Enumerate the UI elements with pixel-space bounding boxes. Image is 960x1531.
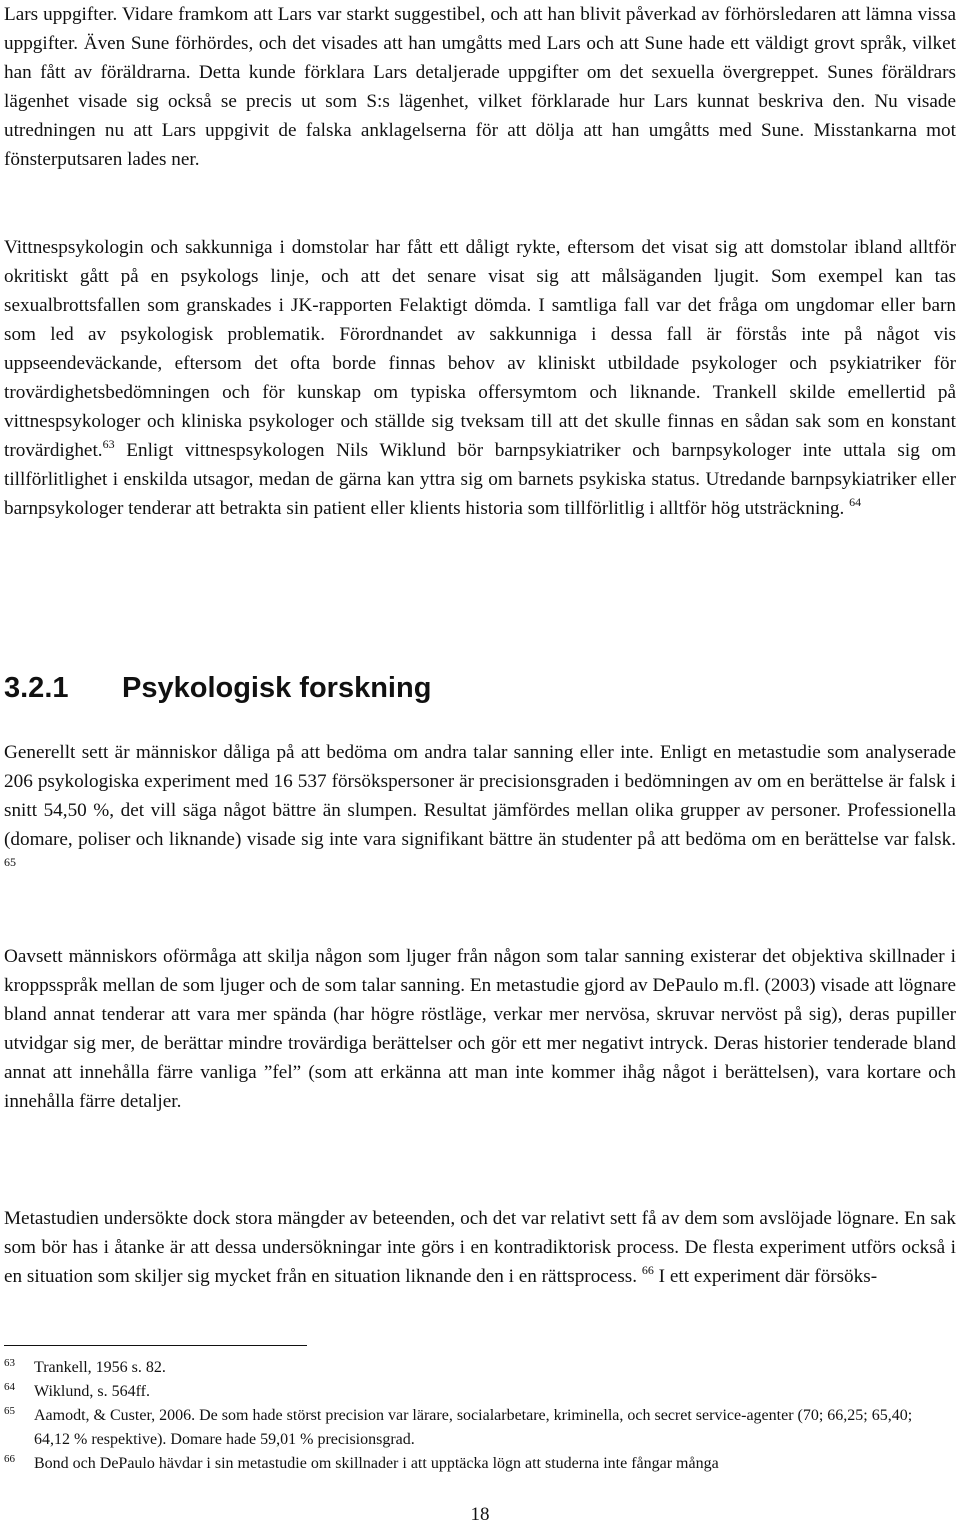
section-heading xyxy=(4,666,956,710)
footnotes xyxy=(4,1356,950,1476)
paragraph-text: Metastudien undersökte dock stora mängder av beteenden, och det var relativt sett få av dem som avslöjade lögnare. En sak som bör has i åtanke är att dessa undersökningar inte görs i en kontradiktorisk process. De flesta experiment utförs också i en situation som skiljer sig mycket från en situation liknande den i en rättsprocess. xyxy=(4,1208,956,1287)
section-number: 3.2.1 xyxy=(4,672,69,704)
intro-text: Lars uppgifter. Vidare framkom att Lars var starkt suggestibel, och att han blivit påverkad av förhörsledaren att lämna vissa uppgifter. Även Sune förhördes, och det visades att han umgåtts med Lars och att Sune hade ett väldigt grovt språk, vilket han fått av föräldrarna. Detta kunde förklara Lars detaljerade uppgifter om det sexuella övergreppet. Sunes föräldrars lägenhet visade sig också se precis ut som S:s lägenhet, vilket förklarade hur Lars kunnat beskriva den. Nu visade utredningen nu att Lars uppgivit de falska anklagelserna för att dölja att han umgåtts med Sune. Misstankarna mot fönsterputsaren lades ner. xyxy=(4,4,956,170)
paragraph-text: Generellt sett är människor dåliga på att bedöma om andra talar sanning eller inte. Enligt en metastudie som analyserade 206 psykologiska experiment med 16 537 försökspersoner är precisionsgraden i bedömningen av om en berättelse är falsk i snitt 54,50 %, det vill säga något bättre än slumpen. Resultat jämfördes mellan olika grupper av personer. Professionella (domare, poliser och liknande) visade sig inte vara signifikant bättre än studenter på att bedöma om en berättelse var falsk. xyxy=(4,742,956,850)
paragraph-text: Enligt vittnespsykologen Nils Wiklund bör barnpsykiatriker och barnpsykologer inte uttala sig om tillförlitlighet i enskilda utsagor, medan de gärna kan yttra sig om barnets psykiska status. Utredande barnpsykiatriker eller barnpsykologer tenderar att betrakta sin patient eller klients historia som tillförlitlig i alltför hög utsträckning. xyxy=(4,440,956,519)
paragraph-metastudien xyxy=(4,1204,956,1291)
intro-paragraph xyxy=(4,0,956,174)
footnote-ref-65[interactable]: 65 xyxy=(4,855,16,869)
paragraph-vittnespsykologi xyxy=(4,233,956,523)
footnote-number: 65 xyxy=(4,1405,15,1417)
footnote-text: Wiklund, s. 564ff. xyxy=(34,1383,150,1400)
footnote-ref-63[interactable]: 63 xyxy=(102,437,115,451)
paragraph-oavsett xyxy=(4,942,956,1116)
footnote-number: 63 xyxy=(4,1357,15,1369)
page-number: 18 xyxy=(470,1504,490,1525)
footnote-ref-66[interactable]: 66 xyxy=(641,1263,654,1277)
paragraph-text: I ett experiment där försöks- xyxy=(653,1266,878,1287)
footnote-66 xyxy=(4,1452,950,1476)
footnote-text: Bond och DePaulo hävdar i sin metastudie om skillnader i att upptäcka lögn att studerna inte fångar många xyxy=(34,1455,719,1472)
footnote-63 xyxy=(4,1356,950,1380)
section-title: Psykologisk forskning xyxy=(122,672,432,704)
footnote-number: 66 xyxy=(4,1453,15,1465)
footnote-text: Trankell, 1956 s. 82. xyxy=(34,1359,166,1376)
footnote-divider xyxy=(4,1345,307,1346)
paragraph-text: Vittnespsykologin och sakkunniga i domstolar har fått ett dåligt rykte, eftersom det visat sig att domstolar ibland alltför okritiskt gått på en psykologs linje, och att det senare visat sig att målsäganden ljugit. Som exempel kan tas sexualbrottsfallen som granskades i JK-rapporten Felaktigt dömda. I samtliga fall var det fråga om ungdomar eller barn som led av psykologisk problematik. Förordnandet av sakkunniga i dessa fall är förstås inte på något vis uppseendeväckande, eftersom det ofta borde finnas behov av kliniskt utbildade psykologer och psykiatriker för trovärdighetsbedömningen och för kunskap om typiska offersymtom och liknande. Trankell skilde emellertid på vittnespsykologer och kliniska psykologer och ställde sig tveksam till att det skulle finnas en sådan sak som en konstant trovärdighet. xyxy=(4,237,956,461)
footnote-64 xyxy=(4,1380,950,1404)
paragraph-text: Oavsett människors oförmåga att skilja någon som ljuger från någon som talar sanning existerar det objektiva skillnader i kroppsspråk mellan de som ljuger och de som talar sanning. En metastudie gjord av DePaulo m.fl. (2003) visade att lögnare bland annat tenderar att vara mer spända (har högre röstläge, verkar mer nervösa, skruvar nervöst på sig), deras pupiller utvidgar sig mer, de berättar mindre trovärdiga berättelser och gör ett mer negativt intryck. Deras historier tenderade bland annat att innehålla färre vanliga ”fel” (som att erkänna att man inte kommer ihåg något i berättelsen), vara kortare och innehålla färre detaljer. xyxy=(4,946,956,1112)
footnote-text: Aamodt, & Custer, 2006. De som hade störst precision var lärare, socialarbetare, kriminella, och secret service-agenter (70; 66,25; 65,40; 64,12 % respektive). Domare hade 59,01 % precisionsgrad. xyxy=(34,1407,913,1448)
footnote-ref-64[interactable]: 64 xyxy=(849,495,862,509)
paragraph-generellt xyxy=(4,738,956,883)
footnote-number: 64 xyxy=(4,1381,15,1393)
footnote-65 xyxy=(4,1404,950,1452)
